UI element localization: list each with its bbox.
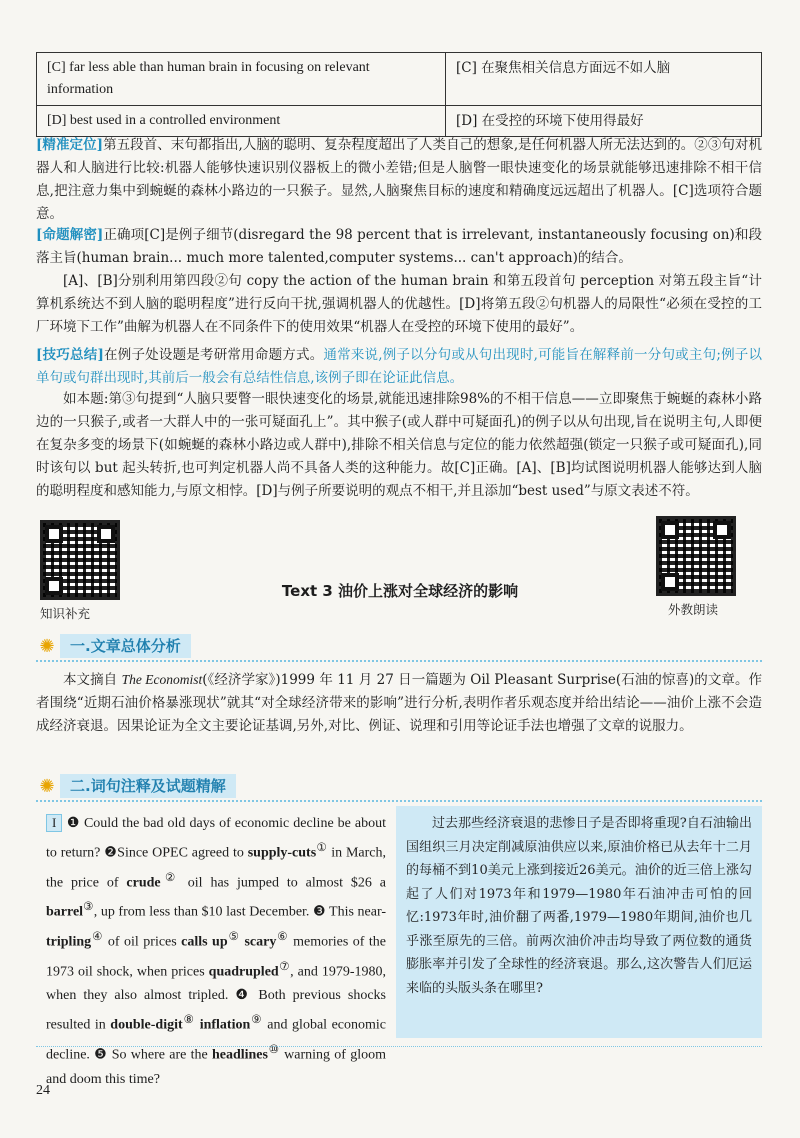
en-seg: , and 1979-1980, when they also almost tripled. ❹ Both previous shocks resulted in <box>46 964 386 1033</box>
section-sentences-label: 二.词句注释及试题精解 <box>60 774 236 798</box>
en-seg: memories of the 1973 oil shock, when prices <box>46 934 387 980</box>
analysis-p2-text: 正确项[C]是例子细节(disregard the 98 percent that is irrelevant, instantaneously focusing on)和段落主旨(human brain... much more talented,computer systems... can't approach)的结合。 <box>36 227 762 266</box>
overview-text-a: 本文摘自 <box>63 672 122 688</box>
en-seg: , up from less than $10 last December. ❸ This near- <box>93 904 386 920</box>
tag-technique: [技巧总结] <box>36 347 104 363</box>
overview-text-b: (《经济学家》)1999 年 11 月 27 日一篇题为 Oil Pleasant Surprise(石油的惊喜)的文章。作者围绕“近期石油价格暴涨现状”就其“对全球经济带来的影响”进行分析,表明作者乐观态度并给出结论——油价上涨不会造成经济衰退。因果论证为全文主要论证基调,另外,对比、例证、说理和引用等论证手法也增强了文章的说服力。 <box>36 672 763 734</box>
en-seg: ❶ Could the bad old days of economic decline be about to return? ❷Since OPEC agreed to <box>46 816 386 861</box>
vocab-word: scary <box>244 934 277 950</box>
table-row <box>37 106 762 137</box>
analysis-p3: [A]、[B]分别利用第四段②句 copy the action of the human brain 和第五段首句 perception 对第五段主旨“计算机系统达不到人脑的聪明程度”进行反向干扰,强调机器人的优越性。[D]将第五段②句机器人的局限性“必须在受控的工厂环境下工作”曲解为机器人在不同条件下的使用效果“机器人在受控的环境下使用的最好”。 <box>36 273 762 335</box>
qr-code-right[interactable] <box>656 516 736 596</box>
vocab-word: double-digit <box>110 1017 183 1033</box>
en-seg: oil has jumped to almost $26 a <box>179 875 386 891</box>
vocab-word: headlines <box>211 1047 268 1063</box>
analysis-precise-location <box>36 134 762 226</box>
section-header-sentences <box>36 774 762 802</box>
option-c-en: [C] far less able than human brain in focusing on relevant information <box>37 53 446 106</box>
vocab-word: tripling <box>46 934 92 950</box>
qr-left-label: 知识补充 <box>40 606 91 621</box>
en-seg: in March, the price of <box>46 845 386 891</box>
qr-right-label: 外教朗读 <box>668 602 719 617</box>
vocab-note-mark: ④ <box>91 929 104 943</box>
analysis-p1-text: 第五段首、末句都指出,人脑的聪明、复杂程度超出了人类自己的想象,是任何机器人所无法达到的。②③句对机器人和人脑进行比较:机器人能够快速识别仪器板上的微小差错;但是人脑瞥一眼快速变化的场景就能够迅速排除不相干信息,把注意力集中到蜿蜒的森林小路边的一只猴子。显然,人脑聚焦目标的速度和精确度远远超出了机器人。[C]选项符合题意。 <box>36 137 762 222</box>
table-row <box>37 53 762 106</box>
vocab-note-mark: ⑥ <box>276 929 289 943</box>
en-seg: warning of gloom and doom this time? <box>46 1047 387 1087</box>
analysis-technique <box>36 344 762 390</box>
vocab-note-mark: ⑩ <box>267 1042 280 1056</box>
chinese-translation-box <box>396 806 762 1038</box>
analysis-p5: 如本题:第③句提到“人脑只要瞥一眼快速变化的场景,就能迅速排除98%的不相干信息——立即聚焦于蜿蜒的森林小路边的一只猴子,或者一大群人中的一张可疑面孔上”。其中猴子(或人群中可疑面孔)的例子以从句出现,旨在说明主句,人即便在复杂多变的场景下(如蜿蜒的森林小路边或人群中),排除不相关信息与定位的能力依然超强(锁定一只猴子或可疑面孔),同时该句以 but 起头转折,也可判定机器人尚不具备人类的这种能力。故[C]正确。[A]、[B]均试图说明机器人能够达到人脑的聪明程度和感知能力,与原文相悖。[D]与例子所要说明的观点不相干,并且添加“best used”与原文表述不符。 <box>36 391 762 499</box>
en-seg: and global economic decline. ❺ So where are the <box>46 1017 386 1063</box>
vocab-note-mark: ⑨ <box>250 1013 263 1027</box>
options-table <box>36 52 762 137</box>
vocab-word: inflation <box>199 1017 251 1033</box>
lightbulb-icon: ✺ <box>39 776 55 797</box>
option-c-cn: [C] 在聚焦相关信息方面远不如人脑 <box>446 53 762 106</box>
analysis-decrypt <box>36 224 762 270</box>
analysis-p4-highlight: 通常来说,例子以分句或从句出现时,可能旨在解释前一分句或主句;例子以单句或句群出现时,其前后一般会有总结性信息,该例子即在论证此信息。 <box>36 347 762 386</box>
option-d-en: [D] best used in a controlled environment <box>37 106 446 137</box>
vocab-note-mark: ② <box>160 870 180 884</box>
en-seg: of oil prices <box>103 934 182 950</box>
english-passage <box>46 812 386 1092</box>
section-overview-label: 一.文章总体分析 <box>60 634 191 658</box>
lightbulb-icon: ✺ <box>39 636 55 657</box>
overview-paragraph <box>36 668 762 738</box>
vocab-word: barrel <box>46 904 84 920</box>
vocab-note-mark: ⑧ <box>182 1013 196 1027</box>
vocab-note-mark: ⑦ <box>278 959 291 973</box>
tag-decrypt: [命题解密] <box>36 227 104 243</box>
overview-source: The Economist <box>121 672 203 687</box>
option-d-cn: [D] 在受控的环境下使用得最好 <box>446 106 762 137</box>
divider <box>36 1046 762 1047</box>
page-number: 24 <box>36 1083 50 1098</box>
chinese-translation: 过去那些经济衰退的悲惨日子是否即将重现?自石油输出国组织三月决定削减原油供应以来,原油价格已从去年十二月的每桶不到10美元上涨到接近26美元。油价的近三倍上涨勾起了人们对1973年和1979—1980年石油冲击可怕的回忆:1973年时,油价翻了两番,1979—1980年期间,油价也几乎涨至原先的三倍。前两次油价冲击均导致了两位数的通货膨胀率并引发了全球性的经济衰退。那么,这次警告人们厄运来临的头版头条在哪里? <box>406 816 752 996</box>
vocab-word: supply-cuts <box>247 845 317 861</box>
vocab-note-mark: ① <box>316 841 328 854</box>
analysis-p4-plain: 在例子处设题是考研常用命题方式。 <box>103 347 324 363</box>
tag-precise-location: [精准定位] <box>36 137 104 153</box>
paragraph-number: I <box>46 814 62 832</box>
vocab-note-mark: ③ <box>83 900 94 914</box>
text-title: Text 3 油价上涨对全球经济的影响 <box>281 582 519 600</box>
vocab-word: crude <box>126 875 161 891</box>
vocab-note-mark: ⑤ <box>227 929 240 943</box>
section-header-overview <box>36 634 762 662</box>
vocab-word: quadrupled <box>208 964 279 980</box>
vocab-word: calls up <box>181 934 228 950</box>
